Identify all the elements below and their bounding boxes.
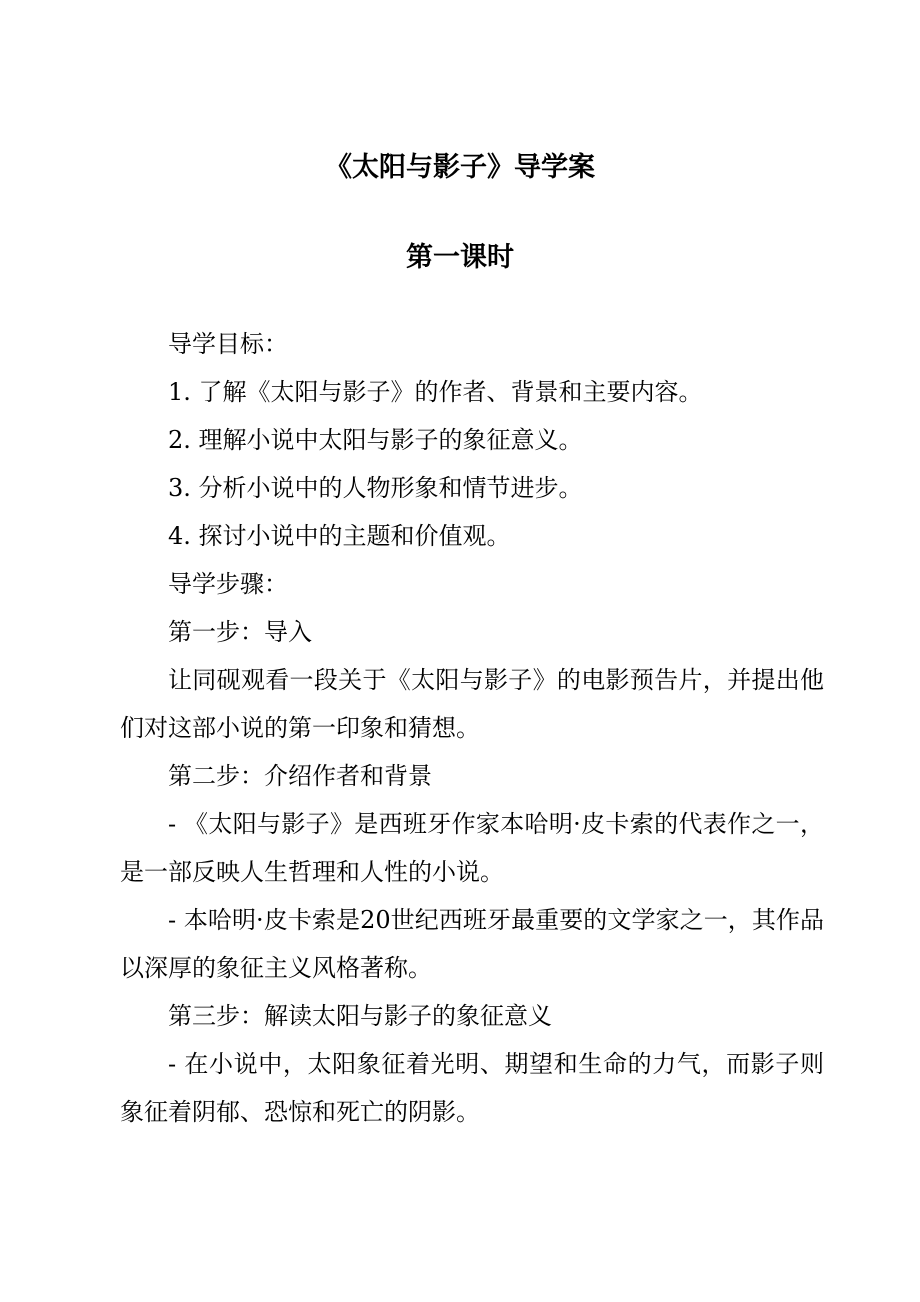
objective-item-2: 2. 理解小说中太阳与影子的象征意义。 bbox=[168, 426, 583, 454]
section-heading-objectives: 导学目标： bbox=[168, 330, 288, 358]
step-bullet: - 本哈明·皮卡索是20世纪西班牙最重要的文学家之一，其作品以深厚的象征主义风格著称。 bbox=[120, 906, 824, 982]
step-heading-1: 第一步：导入 bbox=[168, 618, 312, 646]
step-heading-2: 第二步：介绍作者和背景 bbox=[168, 762, 432, 790]
step-bullet: - 《太阳与影子》是西班牙作家本哈明·皮卡索的代表作之一，是一部反映人生哲理和人性的小说。 bbox=[120, 810, 824, 886]
document-subtitle: 第一课时 bbox=[406, 242, 514, 273]
objective-item-4: 4. 探讨小说中的主题和价值观。 bbox=[168, 522, 511, 550]
step-paragraph: 让同砚观看一段关于《太阳与影子》的电影预告片，并提出他们对这部小说的第一印象和猜想。 bbox=[120, 666, 824, 742]
objective-item-1: 1. 了解《太阳与影子》的作者、背景和主要内容。 bbox=[168, 378, 703, 406]
step-heading-3: 第三步：解读太阳与影子的象征意义 bbox=[168, 1002, 552, 1030]
objective-item-3: 3. 分析小说中的人物形象和情节进步。 bbox=[168, 474, 583, 502]
step-bullet: - 在小说中，太阳象征着光明、期望和生命的力气，而影子则象征着阴郁、恐惊和死亡的阴影。 bbox=[120, 1050, 824, 1126]
document-body bbox=[120, 320, 824, 1136]
document-title: 《太阳与影子》导学案 bbox=[325, 152, 595, 183]
section-heading-steps: 导学步骤： bbox=[168, 570, 288, 598]
